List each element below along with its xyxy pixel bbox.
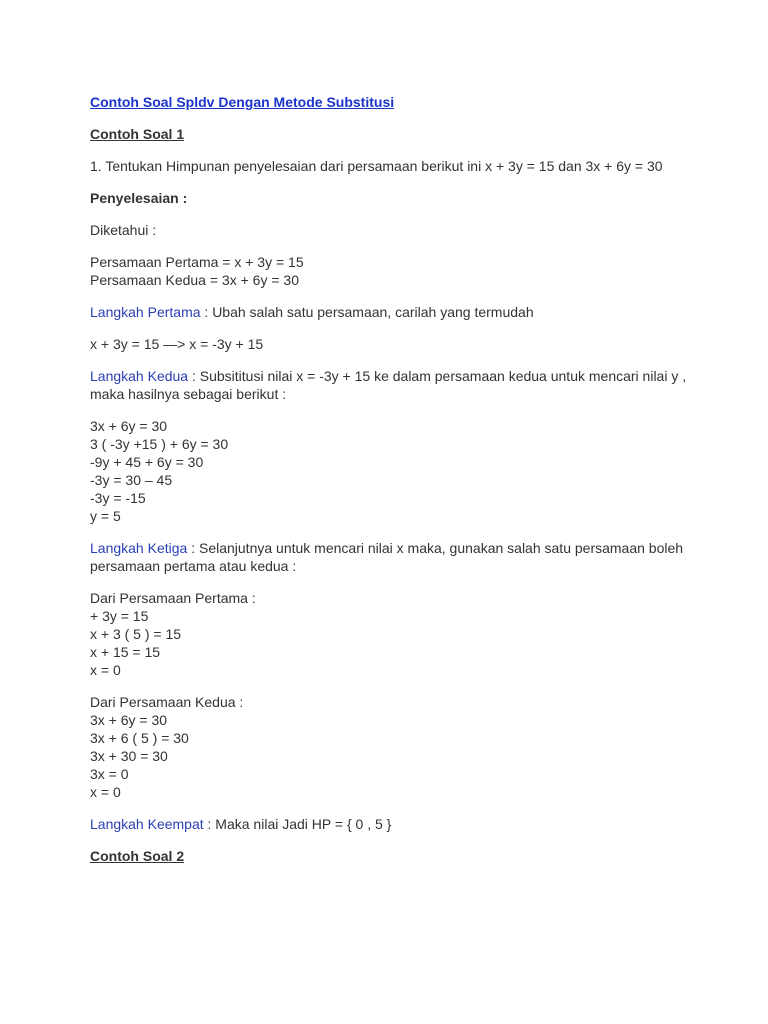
page-title-link[interactable]: Contoh Soal Spldv Dengan Metode Substitusi: [90, 94, 395, 110]
step-1-name: Langkah Pertama: [90, 304, 201, 320]
step-4-text: : Maka nilai Jadi HP = { 0 , 5 }: [203, 816, 392, 832]
work-line: -3y = -15: [90, 490, 146, 506]
step-1-paragraph: [90, 303, 690, 321]
step-3-first-equation-work: [90, 589, 690, 679]
step-3-second-equation-work: [90, 693, 690, 801]
work-line: x = 0: [90, 784, 121, 800]
work-line: 3x + 6y = 30: [90, 712, 168, 728]
known-label: Diketahui :: [90, 222, 157, 238]
step-3-paragraph: [90, 539, 690, 575]
work-line: 3x = 0: [90, 766, 129, 782]
step-2-text: : Subsititusi nilai x = -3y + 15 ke dalam persamaan kedua untuk mencari nilai y , maka hasilnya sebagai berikut :: [90, 368, 687, 402]
section-heading-soal-1: Contoh Soal 1: [90, 126, 185, 142]
step-2-name: Langkah Kedua: [90, 368, 189, 384]
known-equation-line: Persamaan Kedua = 3x + 6y = 30: [90, 272, 299, 288]
work-line: 3x + 6 ( 5 ) = 30: [90, 730, 189, 746]
step-4-paragraph: [90, 815, 690, 833]
step-2-work: [90, 417, 690, 525]
work-line: x = 0: [90, 662, 121, 678]
work-line: Dari Persamaan Kedua :: [90, 694, 244, 710]
work-line: 3x + 30 = 30: [90, 748, 168, 764]
work-line: 3 ( -3y +15 ) + 6y = 30: [90, 436, 229, 452]
work-line: + 3y = 15: [90, 608, 149, 624]
work-line: x + 15 = 15: [90, 644, 161, 660]
work-line: 3x + 6y = 30: [90, 418, 168, 434]
page-title-wrap: [90, 93, 690, 125]
step-3-text: : Selanjutnya untuk mencari nilai x maka, gunakan salah satu persamaan boleh persamaan pertama atau kedua :: [90, 540, 684, 574]
document-body: [90, 93, 690, 879]
step-3-name: Langkah Ketiga: [90, 540, 188, 556]
solution-label: Penyelesaian :: [90, 190, 188, 206]
section-heading-soal-2: Contoh Soal 2: [90, 848, 185, 864]
question-text: 1. Tentukan Himpunan penyelesaian dari persamaan berikut ini x + 3y = 15 dan 3x + 6y = 30: [90, 158, 663, 174]
step-4-name: Langkah Keempat: [90, 816, 204, 832]
step-1-result: x + 3y = 15 —> x = -3y + 15: [90, 336, 264, 352]
known-equation-line: Persamaan Pertama = x + 3y = 15: [90, 254, 304, 270]
work-line: -9y + 45 + 6y = 30: [90, 454, 204, 470]
work-line: -3y = 30 – 45: [90, 472, 173, 488]
work-line: y = 5: [90, 508, 121, 524]
step-1-text: : Ubah salah satu persamaan, carilah yang termudah: [200, 304, 534, 320]
work-line: x + 3 ( 5 ) = 15: [90, 626, 182, 642]
work-line: Dari Persamaan Pertama :: [90, 590, 256, 606]
known-equations: [90, 253, 690, 289]
step-2-paragraph: [90, 367, 690, 403]
